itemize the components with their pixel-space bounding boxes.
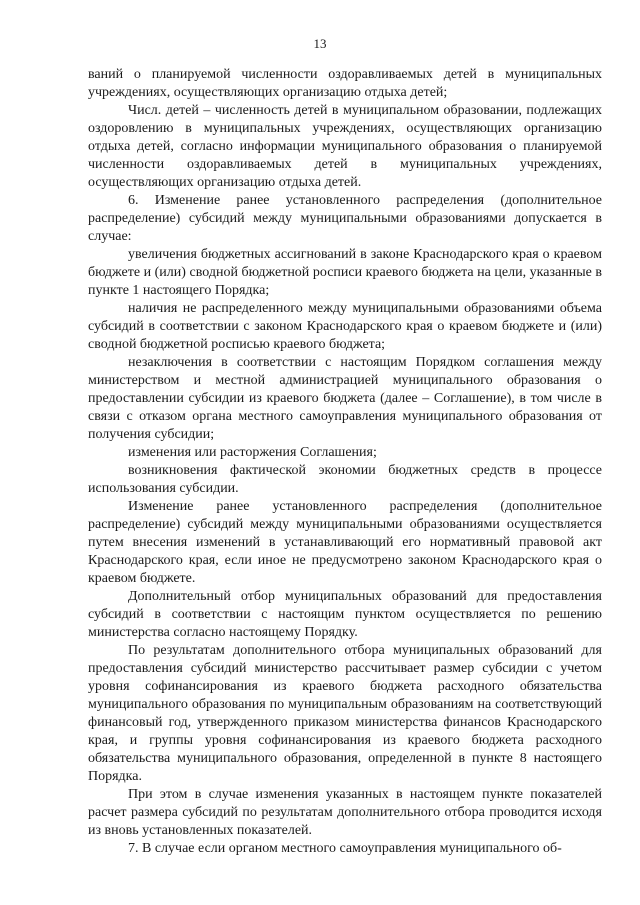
paragraph: незаключения в соответствии с настоящим Порядком соглашения между министерством и местной администрацией муниципального образования о предоставлении субсидии из краевого бюджета (далее – Соглашение), в том числе в связи с отказом органа местного самоуправления муниципального образования от получения субсидии;	[88, 355, 602, 442]
paragraph: 7. В случае если органом местного самоуправления муниципального об-	[128, 841, 562, 856]
paragraph: ваний о планируемой численности оздоравливаемых детей в муниципальных учреждениях, осуществляющих организацию отдыха детей;	[88, 67, 602, 100]
paragraph: увеличения бюджетных ассигнований в законе Краснодарского края о краевом бюджете и (или) сводной бюджетной росписи краевого бюджета на цели, указанные в пункте 1 настоящего Порядка;	[88, 247, 602, 298]
paragraph: Изменение ранее установленного распределения (дополнительное распределение) субсидий между муниципальными образованиями осуществляется путем внесения изменений в устанавливающий его нормативный правовой акт Краснодарского края, если иное не предусмотрено законом Краснодарского края о краевом бюджете.	[88, 499, 602, 586]
page-number: 13	[313, 36, 327, 51]
paragraph: Числ. детей – численность детей в муниципальном образовании, подлежащих оздоровлению в муниципальных учреждениях, осуществляющих организацию отдыха детей, согласно информации муниципального образования о планируемой численности оздоравливаемых детей в муниципальных учреждениях, осуществляющих организацию отдыха детей.	[88, 103, 602, 190]
paragraph: При этом в случае изменения указанных в настоящем пункте показателей расчет размера субсидий по результатам дополнительного отбора проводится исходя из вновь установленных показателей.	[88, 787, 602, 838]
document-body	[88, 66, 602, 858]
paragraph: Дополнительный отбор муниципальных образований для предоставления субсидий в соответствии с настоящим пунктом осуществляется по решению министерства согласно настоящему Порядку.	[88, 589, 602, 640]
paragraph: По результатам дополнительного отбора муниципальных образований для предоставления субсидий министерство рассчитывает размер субсидии с учетом уровня софинансирования из краевого бюджета расходного обязательства муниципального образования по муниципальным образованиям на соответствующий финансовый год, утвержденного приказом министерства финансов Краснодарского края, и группы уровня софинансирования из краевого бюджета расходного обязательства муниципального образования, определенной в пункте 8 настоящего Порядка.	[88, 643, 602, 784]
paragraph: 6. Изменение ранее установленного распределения (дополнительное распределение) субсидий между муниципальными образованиями допускается в случае:	[88, 193, 602, 244]
paragraph: изменения или расторжения Соглашения;	[128, 445, 377, 460]
paragraph: наличия не распределенного между муниципальными образованиями объема субсидий в соответствии с законом Краснодарского края о краевом бюджете и (или) сводной бюджетной росписью краевого бюджета;	[88, 301, 602, 352]
paragraph: возникновения фактической экономии бюджетных средств в процессе использования субсидии.	[88, 463, 602, 496]
